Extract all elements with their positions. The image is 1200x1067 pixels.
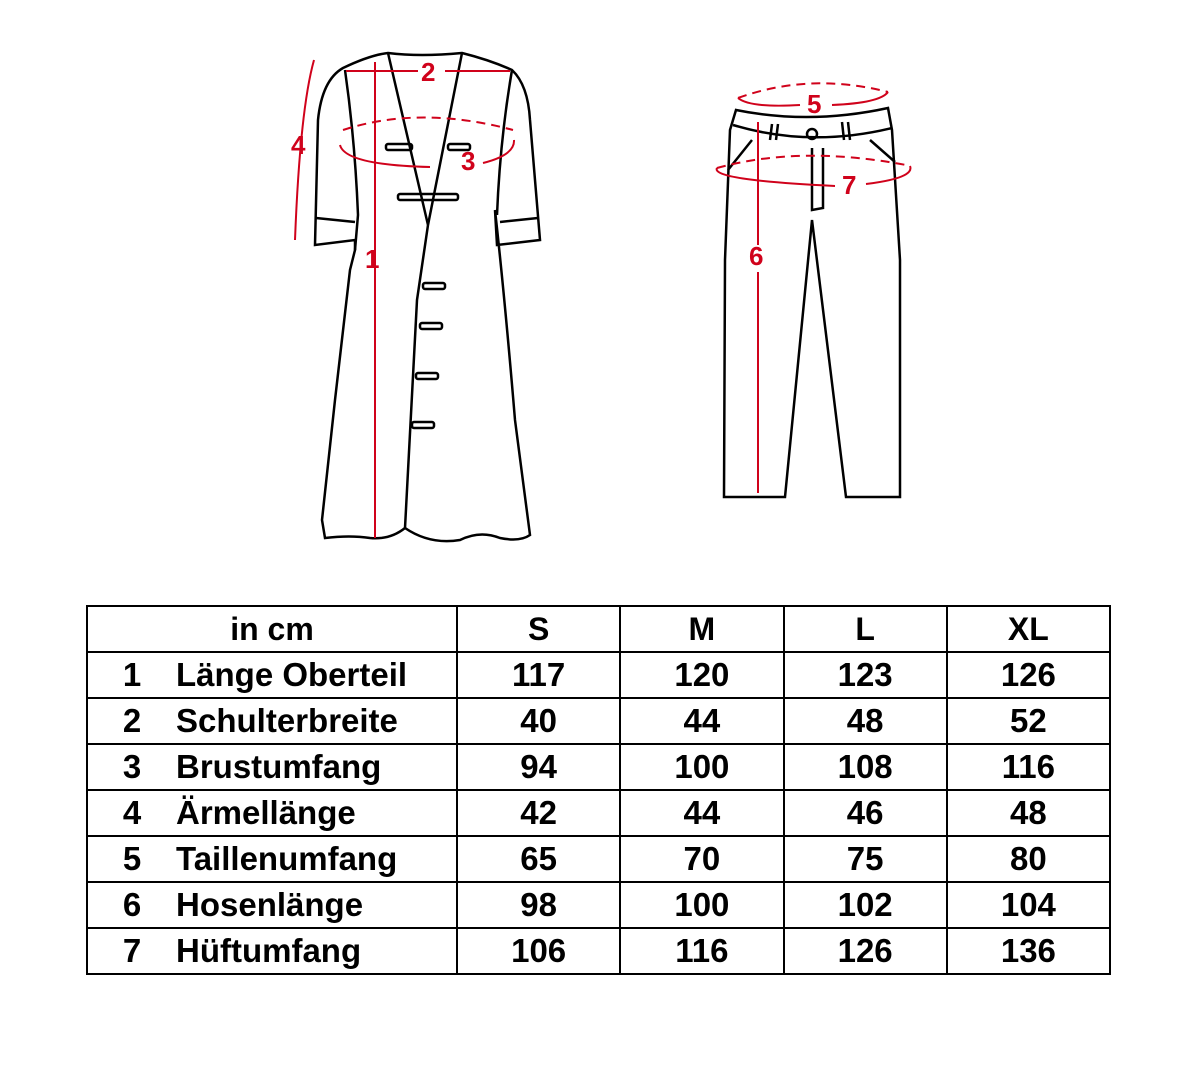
size-value: 94 bbox=[457, 744, 620, 790]
size-header: S bbox=[457, 606, 620, 652]
size-value: 100 bbox=[620, 882, 783, 928]
measurement-label: Schulterbreite bbox=[176, 702, 398, 739]
size-value: 116 bbox=[947, 744, 1110, 790]
size-value: 75 bbox=[784, 836, 947, 882]
size-value: 106 bbox=[457, 928, 620, 974]
size-value: 40 bbox=[457, 698, 620, 744]
size-header: L bbox=[784, 606, 947, 652]
size-value: 116 bbox=[620, 928, 783, 974]
measurement-name bbox=[87, 744, 457, 790]
measurement-name bbox=[87, 698, 457, 744]
measurement-name bbox=[87, 928, 457, 974]
table-row bbox=[87, 882, 1110, 928]
measurement-name bbox=[87, 836, 457, 882]
size-header: XL bbox=[947, 606, 1110, 652]
size-header: M bbox=[620, 606, 783, 652]
size-value: 102 bbox=[784, 882, 947, 928]
table-row bbox=[87, 698, 1110, 744]
measurement-number: 5 bbox=[122, 840, 142, 877]
size-value: 98 bbox=[457, 882, 620, 928]
table-row bbox=[87, 790, 1110, 836]
table-row bbox=[87, 652, 1110, 698]
size-value: 42 bbox=[457, 790, 620, 836]
measurement-number: 4 bbox=[122, 794, 142, 831]
unit-header: in cm bbox=[87, 606, 457, 652]
measurement-label: Ärmellänge bbox=[176, 794, 356, 831]
measurement-name bbox=[87, 882, 457, 928]
measurement-label: Hosenlänge bbox=[176, 886, 364, 923]
measurement-label: Hüftumfang bbox=[176, 932, 362, 969]
size-table bbox=[86, 605, 1111, 975]
pants-outline bbox=[724, 108, 900, 497]
size-value: 48 bbox=[947, 790, 1110, 836]
measurement-number: 2 bbox=[122, 702, 142, 739]
size-value: 104 bbox=[947, 882, 1110, 928]
measurement-number: 7 bbox=[122, 932, 142, 969]
table-header-row bbox=[87, 606, 1110, 652]
measurement-number: 6 bbox=[122, 886, 142, 923]
table-row bbox=[87, 836, 1110, 882]
measurement-label: Länge Oberteil bbox=[176, 656, 408, 693]
coat-outline bbox=[315, 53, 540, 541]
measurement-name bbox=[87, 652, 457, 698]
size-value: 117 bbox=[457, 652, 620, 698]
measurement-number: 1 bbox=[122, 656, 142, 693]
label-2: 2 bbox=[421, 57, 436, 87]
table-row bbox=[87, 744, 1110, 790]
measurement-number: 3 bbox=[122, 748, 142, 785]
label-7: 7 bbox=[842, 170, 857, 200]
label-3: 3 bbox=[461, 146, 476, 176]
size-value: 108 bbox=[784, 744, 947, 790]
size-value: 126 bbox=[784, 928, 947, 974]
measurement-name bbox=[87, 790, 457, 836]
measurement-label: Brustumfang bbox=[176, 748, 382, 785]
label-6: 6 bbox=[749, 241, 764, 271]
size-value: 65 bbox=[457, 836, 620, 882]
label-1: 1 bbox=[365, 244, 380, 274]
size-value: 136 bbox=[947, 928, 1110, 974]
size-value: 48 bbox=[784, 698, 947, 744]
size-value: 120 bbox=[620, 652, 783, 698]
label-5: 5 bbox=[807, 89, 822, 119]
table-row bbox=[87, 928, 1110, 974]
size-value: 80 bbox=[947, 836, 1110, 882]
size-value: 44 bbox=[620, 790, 783, 836]
size-value: 100 bbox=[620, 744, 783, 790]
size-value: 44 bbox=[620, 698, 783, 744]
label-4: 4 bbox=[291, 130, 306, 160]
measurement-label: Taillenumfang bbox=[176, 840, 398, 877]
size-value: 70 bbox=[620, 836, 783, 882]
size-value: 52 bbox=[947, 698, 1110, 744]
measurement-markers bbox=[295, 60, 910, 538]
size-value: 126 bbox=[947, 652, 1110, 698]
size-value: 123 bbox=[784, 652, 947, 698]
size-value: 46 bbox=[784, 790, 947, 836]
